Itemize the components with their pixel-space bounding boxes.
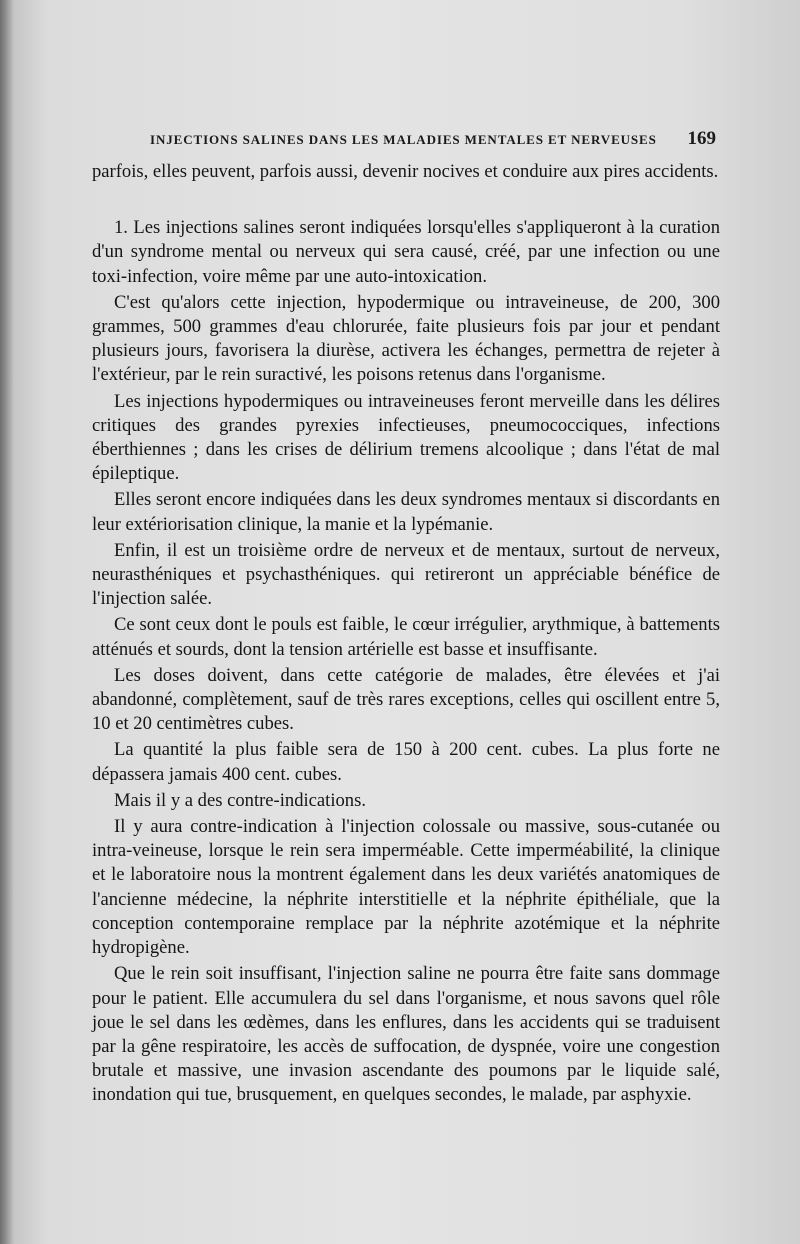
page-number: 169 — [687, 128, 716, 149]
paragraph: C'est qu'alors cette injection, hypodermique ou intraveineuse, de 200, 300 grammes, 500 grammes d'eau chlorurée, faite plusieurs fois par jour et pendant plusieurs jours, favorisera la diurèse, activera les échanges, permettra de rejeter à l'extérieur, par le rein suractivé, les poisons retenus dans l'organisme. — [92, 291, 720, 386]
page-gutter-shadow — [0, 0, 14, 1244]
running-title: INJECTIONS SALINES DANS LES MALADIES MENTALES ET NERVEUSES — [150, 132, 657, 147]
body-text — [92, 160, 720, 1108]
paragraph: Elles seront encore indiquées dans les deux syndromes mentaux si discordants en leur extériorisation clinique, la manie et la lypémanie. — [92, 489, 720, 535]
paragraph: Les doses doivent, dans cette catégorie de malades, être élevées et j'ai abandonné, complètement, sauf de très rares exceptions, celles qui oscillent entre 5, 10 et 20 centimètres cubes. — [92, 664, 720, 735]
paragraph: Que le rein soit insuffisant, l'injection saline ne pourra être faite sans dommage pour le patient. Elle accumulera du sel dans l'organisme, et nous savons quel rôle joue le sel dans les œdèmes, dans les enflures, dans les accidents qui se traduisent par la gêne respiratoire, les accès de suffocation, de dyspnée, voire une congestion brutale et massive, une invasion ascendante des poumons par le liquide salé, inondation qui tue, brusquement, en quelques secondes, le malade, par asphyxie. — [92, 963, 720, 1106]
paragraph: La quantité la plus faible sera de 150 à 200 cent. cubes. La plus forte ne dépassera jamais 400 cent. cubes. — [92, 739, 720, 785]
paragraph: Mais il y a des contre-indications. — [114, 789, 366, 811]
paragraph: Les injections hypodermiques ou intraveineuses feront merveille dans les délires critiques des grandes pyrexies infectieuses, pneumococciques, infections éberthiennes ; dans les crises de délirium tremens alcoolique ; dans l'état de mal épileptique. — [92, 390, 720, 485]
paragraph: Il y aura contre-indication à l'injection colossale ou massive, sous-cutanée ou intra-veineuse, lorsque le rein sera imperméable. Cette imperméabilité, la clinique et le laboratoire nous la montrent également dans les deux variétés anatomiques de l'ancienne médecine, la néphrite interstitielle et la néphrite épithéliale, que la conception contemporaine remplace par la néphrite azotémique et la néphrite hydropigène. — [92, 816, 720, 959]
paragraph: Ce sont ceux dont le pouls est faible, le cœur irrégulier, arythmique, à battements atténués et sourds, dont la tension artérielle est basse et insuffisante. — [92, 614, 720, 660]
paragraph: Enfin, il est un troisième ordre de nerveux et de mentaux, surtout de nerveux, neurasthéniques et psychasthéniques. qui retireront un appréciable bénéfice de l'injection salée. — [92, 539, 720, 610]
paragraph-continuation: parfois, elles peuvent, parfois aussi, devenir nocives et conduire aux pires accidents. — [92, 161, 719, 182]
running-header — [150, 128, 716, 150]
paragraph-section-1: 1. Les injections salines seront indiquées lorsqu'elles s'appliqueront à la curation d'un syndrome mental ou nerveux qui sera causé, créé, par une infection ou une toxi-infection, voire même par une auto-intoxication. — [92, 217, 720, 287]
